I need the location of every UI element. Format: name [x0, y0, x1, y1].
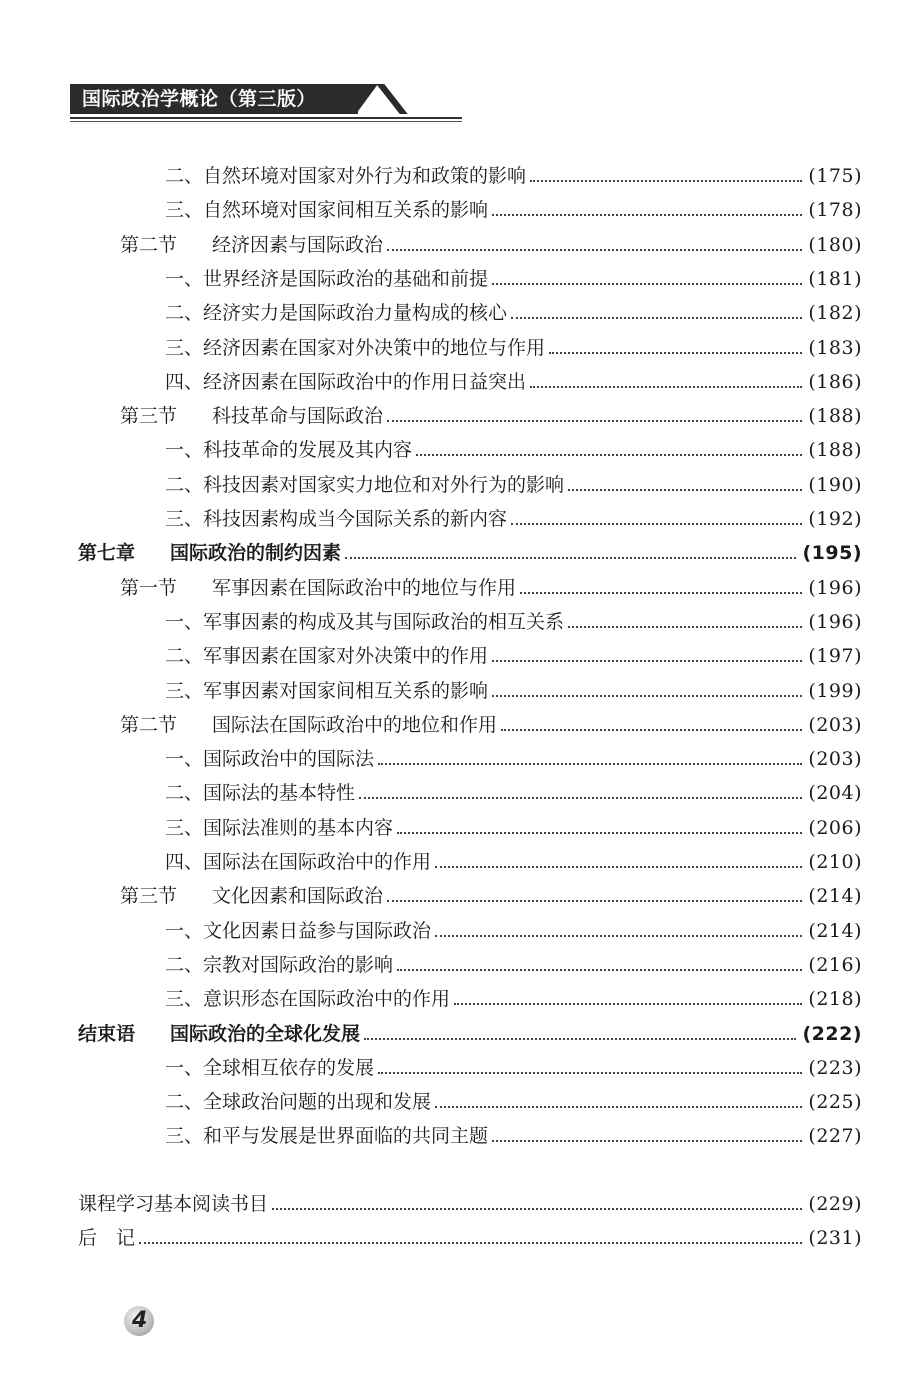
- dot-leader: [492, 214, 802, 216]
- toc-entry-title: [165, 747, 374, 771]
- toc-entry-text: 三、军事因素对国家间相互关系的影响: [165, 679, 489, 702]
- toc-entry-title: [165, 1056, 374, 1080]
- toc-entry-item: [165, 602, 862, 634]
- toc-entry-item: [165, 190, 862, 222]
- toc-entry-item: [165, 808, 862, 840]
- dot-leader: [492, 695, 802, 697]
- toc-entry-page: (182): [808, 302, 862, 325]
- toc-entry-title: [120, 233, 383, 257]
- toc-entry-title: [165, 336, 545, 360]
- page-number: 4: [132, 1308, 148, 1333]
- toc-entry-title: [78, 1022, 360, 1046]
- dot-leader: [364, 1038, 796, 1040]
- toc-entry-item: [165, 671, 862, 703]
- toc-entry-title: [120, 576, 516, 600]
- toc-entry-text: 军事因素在国际政治中的地位与作用: [212, 576, 517, 599]
- toc-entry-label: 第三节: [120, 405, 178, 428]
- toc-entry-text: 二、经济实力是国际政治力量构成的核心: [165, 302, 508, 325]
- toc-entry-page: (186): [808, 370, 862, 393]
- toc-entry-item: [165, 945, 862, 977]
- toc-entry-title: [165, 781, 355, 805]
- header-rule: [70, 117, 462, 119]
- toc-entry-text: 二、全球政治问题的出现和发展: [165, 1091, 432, 1114]
- toc-entry-page: (210): [808, 851, 862, 873]
- toc-entry-text: 一、世界经济是国际政治的基础和前提: [165, 267, 489, 290]
- header-rule-thin: [70, 121, 462, 122]
- toc-entry-text: 课程学习基本阅读书目: [78, 1193, 269, 1215]
- toc-entry-page: (197): [808, 645, 862, 668]
- toc-entry-item: [165, 156, 862, 188]
- toc-entry-text: 国际政治的全球化发展: [170, 1022, 361, 1045]
- toc-entry-page: (204): [808, 782, 862, 805]
- toc-appendix-entry: [78, 1218, 862, 1250]
- toc-entry-page: (203): [808, 748, 862, 771]
- dot-leader: [549, 352, 802, 354]
- dot-leader: [378, 763, 802, 765]
- toc-entry-text: 一、军事因素的构成及其与国际政治的相互关系: [165, 610, 565, 633]
- dot-leader: [520, 592, 802, 594]
- toc-entry-page: (229): [808, 1193, 862, 1215]
- toc-entry-item: [165, 979, 862, 1011]
- toc-entry-text: 国际政治的制约因素: [170, 542, 342, 565]
- toc-entry-text: 二、军事因素在国家对外决策中的作用: [165, 645, 489, 668]
- toc-entry-page: (195): [802, 542, 862, 565]
- dot-leader: [272, 1208, 802, 1210]
- toc-entry-label: 结束语: [78, 1022, 136, 1045]
- toc-entry-item: [165, 842, 862, 874]
- toc-entry-page: (175): [808, 165, 862, 187]
- toc-entry-page: (214): [808, 885, 862, 908]
- toc-entry-page: (227): [808, 1125, 862, 1148]
- book-title: 国际政治学概论（第三版）: [70, 84, 358, 114]
- toc-entry-title: [165, 507, 507, 531]
- dot-leader: [501, 729, 802, 731]
- toc-entry-page: (183): [808, 336, 862, 359]
- dot-leader: [530, 386, 802, 388]
- toc-entry-text: 一、文化因素日益参与国际政治: [165, 919, 432, 942]
- running-header: [70, 84, 465, 120]
- toc-entry-title: [165, 850, 431, 874]
- toc-entry-title: [120, 884, 383, 908]
- dot-leader: [387, 900, 802, 902]
- toc-entry-text: 一、国际政治中的国际法: [165, 748, 375, 771]
- toc-entry-title: [165, 919, 431, 943]
- toc-entry-title: [165, 301, 507, 325]
- toc-entry-text: 三、和平与发展是世界面临的共同主题: [165, 1125, 489, 1148]
- toc-entry-label: 第二节: [120, 713, 178, 736]
- dot-leader: [454, 1003, 802, 1005]
- toc-entry-title: [165, 679, 488, 703]
- dot-leader: [387, 249, 802, 251]
- dot-leader: [492, 283, 802, 285]
- toc-entry-page: (223): [808, 1056, 862, 1079]
- toc-entry-page: (225): [808, 1091, 862, 1114]
- toc-entry-label: 第七章: [78, 542, 136, 565]
- header-slash-decoration: [376, 84, 407, 114]
- toc-entry-item: [165, 259, 862, 291]
- dot-leader: [359, 797, 802, 799]
- page-number-badge: [124, 1306, 154, 1336]
- toc-entry-page: (196): [808, 576, 862, 599]
- toc-entry-title: [165, 198, 488, 222]
- dot-leader: [139, 1242, 802, 1244]
- dot-leader: [568, 626, 802, 628]
- toc-entry-title: [165, 987, 450, 1011]
- toc-entry-text: 三、经济因素在国家对外决策中的地位与作用: [165, 336, 546, 359]
- toc-entry-title: [165, 610, 564, 634]
- toc-entry-text: 三、自然环境对国家间相互关系的影响: [165, 199, 489, 222]
- toc-entry-page: (196): [808, 610, 862, 633]
- dot-leader: [435, 935, 802, 937]
- toc-entry-page: (222): [802, 1022, 862, 1045]
- toc-entry-item: [165, 636, 862, 668]
- toc-entry-item: [165, 465, 862, 497]
- toc-entry-title: [165, 267, 488, 291]
- toc-entry-title: [120, 404, 383, 428]
- toc-entry-text: 科技革命与国际政治: [212, 405, 384, 428]
- toc-entry-page: (214): [808, 919, 862, 942]
- toc-entry-text: 经济因素与国际政治: [212, 233, 384, 256]
- toc-entry-text: 四、国际法在国际政治中的作用: [165, 851, 432, 873]
- toc-entry-item: [165, 1082, 862, 1114]
- toc-entry-item: [165, 773, 862, 805]
- dot-leader: [387, 420, 802, 422]
- toc-entry-section: [120, 876, 862, 908]
- toc-entry-page: (190): [808, 473, 862, 496]
- toc-entry-item: [165, 1048, 862, 1080]
- header-notch: [356, 84, 378, 114]
- toc-entry-page: (203): [808, 713, 862, 736]
- toc-entry-page: (231): [808, 1227, 862, 1249]
- toc-entry-title: [165, 1090, 431, 1114]
- toc-entry-page: (218): [808, 988, 862, 1011]
- toc-entry-section: [120, 705, 862, 737]
- toc-entry-text: 一、全球相互依存的发展: [165, 1056, 375, 1079]
- dot-leader: [530, 180, 802, 182]
- toc-entry-page: (188): [808, 405, 862, 428]
- toc-entry-text: 国际法在国际政治中的地位和作用: [212, 713, 498, 736]
- toc-entry-page: (181): [808, 267, 862, 290]
- dot-leader: [397, 969, 802, 971]
- dot-leader: [492, 1140, 802, 1142]
- toc-entry-chapter: [78, 533, 862, 565]
- toc-entry-item: [165, 430, 862, 462]
- toc-entry-label: 第三节: [120, 885, 178, 908]
- toc-entry-text: 二、国际法的基本特性: [165, 782, 356, 805]
- dot-leader: [492, 660, 802, 662]
- toc-entry-item: [165, 499, 862, 531]
- toc-entry-text: 二、科技因素对国家实力地位和对外行为的影响: [165, 473, 565, 496]
- dot-leader: [378, 1072, 802, 1074]
- toc-entry-text: 一、科技革命的发展及其内容: [165, 439, 413, 462]
- dot-leader: [435, 1106, 802, 1108]
- toc-entry-title: [165, 473, 564, 497]
- toc-entry-title: [78, 541, 341, 565]
- toc-entry-page: (178): [808, 199, 862, 222]
- toc-entry-item: [165, 362, 862, 394]
- toc-entry-text: 文化因素和国际政治: [212, 885, 384, 908]
- toc-entry-page: (216): [808, 953, 862, 976]
- toc-entry-item: [165, 1116, 862, 1148]
- toc-entry-label: 第一节: [120, 576, 178, 599]
- dot-leader: [568, 489, 802, 491]
- toc-entry-title: [165, 164, 526, 188]
- toc-entry-text: 三、国际法准则的基本内容: [165, 816, 394, 839]
- dot-leader: [511, 317, 802, 319]
- toc-entry-item: [165, 739, 862, 771]
- toc-entry-page: (192): [808, 508, 862, 530]
- toc-entry-title: [165, 644, 488, 668]
- toc-entry-text: 后 记: [78, 1227, 136, 1249]
- toc-entry-item: [165, 911, 862, 943]
- toc-entry-text: 二、自然环境对国家对外行为和政策的影响: [165, 165, 527, 187]
- toc-entry-title: [165, 953, 393, 977]
- toc-entry-chapter: [78, 1014, 862, 1046]
- dot-leader: [416, 454, 802, 456]
- toc-entry-label: 第二节: [120, 233, 178, 256]
- toc-entry-section: [120, 568, 862, 600]
- toc-entry-item: [165, 293, 862, 325]
- toc-entry-title: [165, 370, 526, 394]
- toc-entry-title: [165, 1124, 488, 1148]
- toc-entry-text: 三、科技因素构成当今国际关系的新内容: [165, 508, 508, 530]
- toc-entry-page: (206): [808, 816, 862, 839]
- toc-entry-text: 二、宗教对国际政治的影响: [165, 953, 394, 976]
- toc-appendix-entry: [78, 1184, 862, 1216]
- toc-entry-section: [120, 396, 862, 428]
- toc-entry-item: [165, 328, 862, 360]
- toc-entry-section: [120, 225, 862, 257]
- dot-leader: [435, 866, 802, 868]
- dot-leader: [511, 523, 802, 525]
- toc-entry-title: [165, 438, 412, 462]
- dot-leader: [397, 832, 802, 834]
- toc-entry-page: (199): [808, 679, 862, 702]
- toc-entry-page: (188): [808, 439, 862, 462]
- dot-leader: [345, 557, 796, 559]
- toc-entry-title: [120, 713, 497, 737]
- toc-entry-page: (180): [808, 233, 862, 256]
- toc-entry-title: [165, 816, 393, 840]
- toc-entry-text: 四、经济因素在国际政治中的作用日益突出: [165, 370, 527, 393]
- toc-entry-text: 三、意识形态在国际政治中的作用: [165, 988, 451, 1011]
